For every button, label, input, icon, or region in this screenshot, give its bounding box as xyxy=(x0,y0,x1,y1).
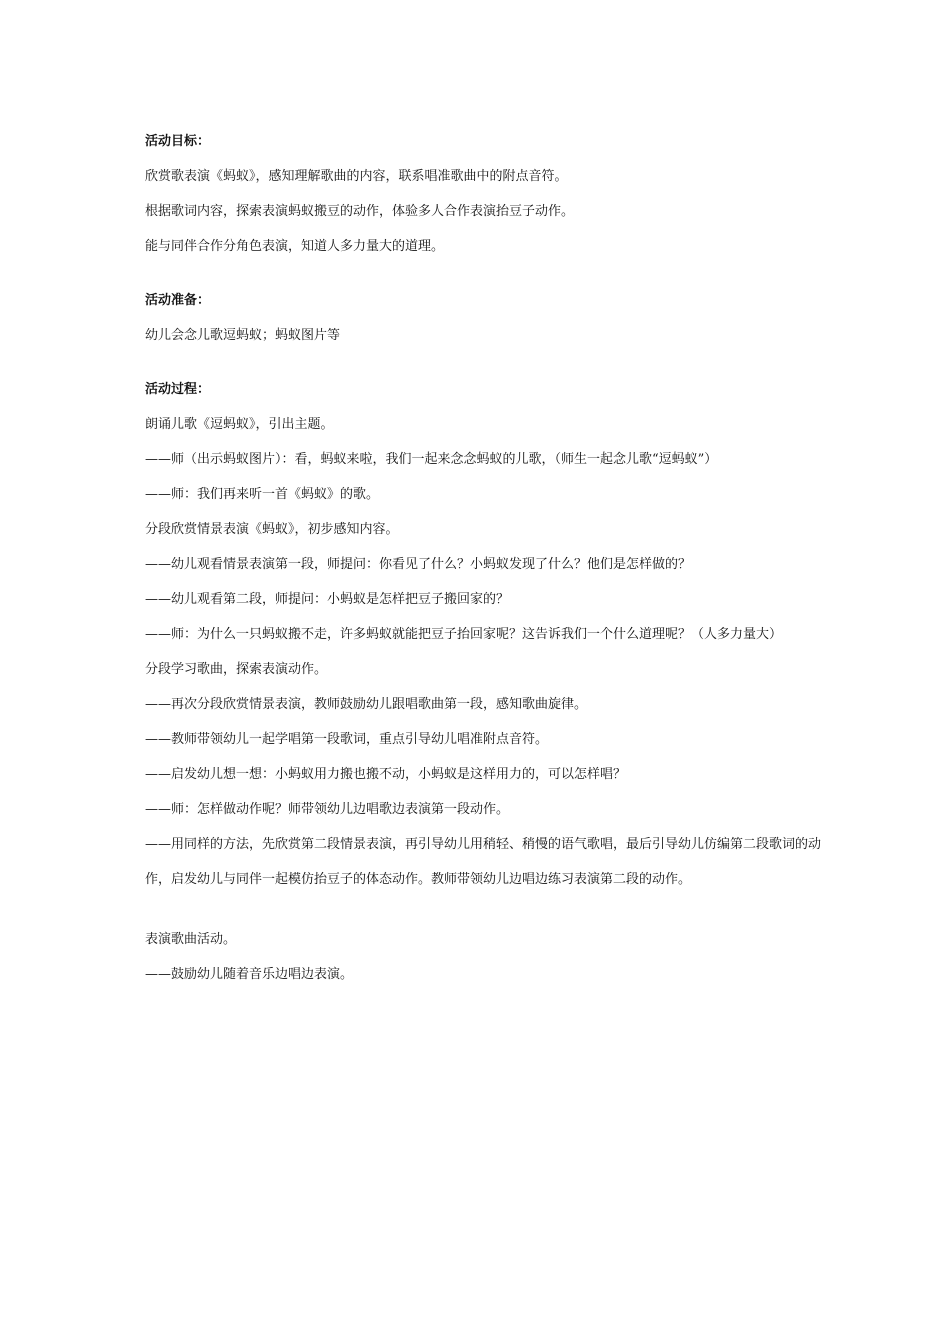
section-process xyxy=(145,372,825,897)
spacer xyxy=(145,353,825,372)
paragraph: ——师：为什么一只蚂蚁搬不走，许多蚂蚁就能把豆子抬回家呢？这告诉我们一个什么道理呢？（人多力量大） xyxy=(145,627,783,642)
paragraph: 分段学习歌曲，探索表演动作。 xyxy=(145,662,328,677)
section-preparation xyxy=(145,283,825,353)
section-goals xyxy=(145,124,825,264)
paragraph: ——师：我们再来听一首《蚂蚁》的歌。 xyxy=(145,487,380,502)
paragraph: ——鼓励幼儿随着音乐边唱边表演。 xyxy=(145,967,354,982)
paragraph: 分段欣赏情景表演《蚂蚁》，初步感知内容。 xyxy=(145,522,399,537)
section-performance xyxy=(145,922,825,992)
document-page xyxy=(145,124,825,992)
paragraph: 幼儿会念儿歌逗蚂蚁；蚂蚁图片等 xyxy=(145,328,341,343)
paragraph: 能与同伴合作分角色表演，知道人多力量大的道理。 xyxy=(145,239,445,254)
paragraph: 根据歌词内容，探索表演蚂蚁搬豆的动作，体验多人合作表演抬豆子动作。 xyxy=(145,204,575,219)
paragraph: 欣赏歌表演《蚂蚁》，感知理解歌曲的内容，联系唱准歌曲中的附点音符。 xyxy=(145,169,568,184)
paragraph: ——教师带领幼儿一起学唱第一段歌词，重点引导幼儿唱准附点音符。 xyxy=(145,732,549,747)
paragraph: 朗诵儿歌《逗蚂蚁》，引出主题。 xyxy=(145,417,334,432)
spacer xyxy=(145,897,825,922)
section-heading: 活动准备： xyxy=(145,293,211,308)
paragraph: 表演歌曲活动。 xyxy=(145,932,237,947)
paragraph: ——再次分段欣赏情景表演，教师鼓励幼儿跟唱歌曲第一段，感知歌曲旋律。 xyxy=(145,697,588,712)
paragraph: ——幼儿观看情景表演第一段，师提问：你看见了什么？小蚂蚁发现了什么？他们是怎样做的？ xyxy=(145,557,692,572)
paragraph: ——师：怎样做动作呢？师带领幼儿边唱歌边表演第一段动作。 xyxy=(145,802,510,817)
spacer xyxy=(145,264,825,283)
section-heading: 活动目标： xyxy=(145,134,211,149)
paragraph: ——师（出示蚂蚁图片）：看，蚂蚁来啦，我们一起来念念蚂蚁的儿歌，（师生一起念儿歌“逗蚂蚁”） xyxy=(145,452,718,467)
section-heading: 活动过程： xyxy=(145,382,211,397)
paragraph: ——用同样的方法，先欣赏第二段情景表演，再引导幼儿用稍轻、稍慢的语气歌唱，最后引导幼儿仿编第二段歌词的动作，启发幼儿与同伴一起模仿抬豆子的体态动作。教师带领幼儿边唱边练习表演第二段的动作。 xyxy=(145,837,822,887)
paragraph: ——幼儿观看第二段，师提问：小蚂蚁是怎样把豆子搬回家的？ xyxy=(145,592,510,607)
paragraph: ——启发幼儿想一想：小蚂蚁用力搬也搬不动，小蚂蚁是这样用力的，可以怎样唱？ xyxy=(145,767,627,782)
